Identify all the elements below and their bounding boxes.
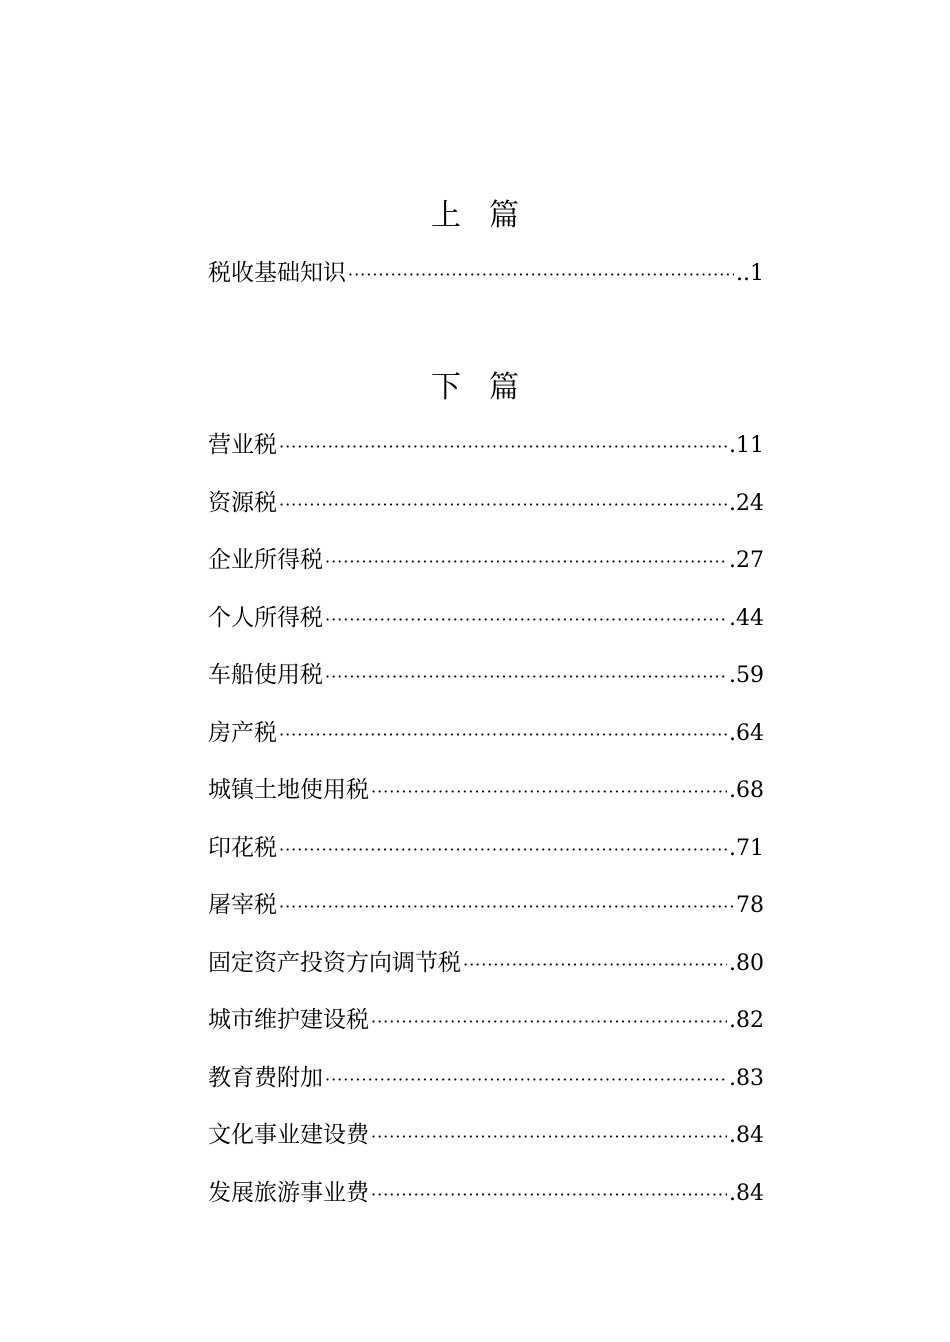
toc-entry[interactable] bbox=[208, 1118, 764, 1152]
toc-entry-title: 发展旅游事业费 bbox=[208, 1180, 369, 1206]
toc-leader bbox=[279, 833, 727, 867]
toc-entry[interactable] bbox=[208, 1003, 764, 1037]
toc-leader bbox=[325, 545, 727, 579]
toc-leader bbox=[348, 258, 734, 292]
toc-entry-title: 城市维护建设税 bbox=[208, 1007, 369, 1033]
toc-page-number: 78 bbox=[736, 893, 764, 918]
toc-page-number: .84 bbox=[729, 1181, 764, 1206]
toc-entry-title: 个人所得税 bbox=[208, 605, 323, 631]
part1-title-char1: 上 bbox=[431, 198, 461, 233]
toc-entry[interactable] bbox=[208, 888, 764, 922]
toc-entry[interactable] bbox=[208, 946, 764, 980]
part1-title bbox=[0, 196, 950, 236]
toc-page-number: .80 bbox=[729, 951, 764, 976]
toc-entry[interactable] bbox=[208, 601, 764, 635]
toc-entry-title: 文化事业建设费 bbox=[208, 1122, 369, 1148]
toc-entry-title: 企业所得税 bbox=[208, 547, 323, 573]
toc-page-number: .71 bbox=[729, 836, 764, 861]
toc-leader bbox=[325, 660, 727, 694]
toc-entry-title: 教育费附加 bbox=[208, 1065, 323, 1091]
toc-entry[interactable] bbox=[208, 658, 764, 692]
toc-page-number: .84 bbox=[729, 1123, 764, 1148]
toc-page-number: .83 bbox=[729, 1066, 764, 1091]
toc-entry-title: 营业税 bbox=[208, 432, 277, 458]
toc-entry[interactable] bbox=[208, 428, 764, 462]
toc-entry-title: 车船使用税 bbox=[208, 662, 323, 688]
toc-page-number: .82 bbox=[729, 1008, 764, 1033]
toc-leader bbox=[279, 718, 727, 752]
toc-page-number: .68 bbox=[729, 778, 764, 803]
toc-entry-title: 资源税 bbox=[208, 490, 277, 516]
toc-entry-title: 房产税 bbox=[208, 720, 277, 746]
toc-leader bbox=[279, 488, 727, 522]
toc-page-number: .59 bbox=[729, 663, 764, 688]
toc-entry-title: 固定资产投资方向调节税 bbox=[208, 950, 461, 976]
toc-page-number: .44 bbox=[729, 606, 764, 631]
toc-page-number: .24 bbox=[729, 491, 764, 516]
toc-page-number: .64 bbox=[729, 721, 764, 746]
toc-entry[interactable] bbox=[208, 256, 764, 290]
part2-title-char2: 篇 bbox=[489, 370, 519, 405]
toc-entry-title: 印花税 bbox=[208, 835, 277, 861]
toc-entry[interactable] bbox=[208, 486, 764, 520]
part2-title-char1: 下 bbox=[431, 370, 461, 405]
toc-entry-title: 税收基础知识 bbox=[208, 260, 346, 286]
toc-page-number: .27 bbox=[729, 548, 764, 573]
toc-leader bbox=[371, 1120, 727, 1154]
toc-entry-title: 屠宰税 bbox=[208, 892, 277, 918]
toc-leader bbox=[371, 1005, 727, 1039]
toc-entry[interactable] bbox=[208, 773, 764, 807]
toc-entry[interactable] bbox=[208, 831, 764, 865]
toc-leader bbox=[279, 430, 727, 464]
part2-title bbox=[0, 368, 950, 408]
toc-page-number: ..1 bbox=[736, 261, 764, 286]
toc-entry[interactable] bbox=[208, 1061, 764, 1095]
toc-entry[interactable] bbox=[208, 543, 764, 577]
toc-leader bbox=[325, 603, 727, 637]
toc-leader bbox=[371, 1178, 727, 1212]
toc-leader bbox=[371, 775, 727, 809]
toc-page-number: .11 bbox=[729, 433, 764, 458]
toc-entry[interactable] bbox=[208, 716, 764, 750]
part1-title-char2: 篇 bbox=[489, 198, 519, 233]
toc-leader bbox=[463, 948, 727, 982]
toc-leader bbox=[325, 1063, 727, 1097]
toc-leader bbox=[279, 890, 734, 924]
toc-entry-title: 城镇土地使用税 bbox=[208, 777, 369, 803]
toc-entry[interactable] bbox=[208, 1176, 764, 1210]
